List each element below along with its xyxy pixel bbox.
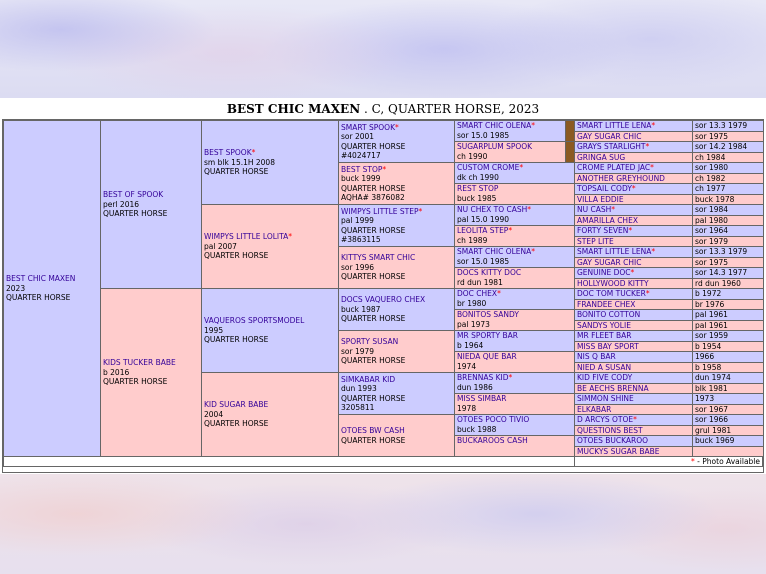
gen5-line1: buck 1985	[457, 194, 497, 203]
gen5-name-text[interactable]: BUCKAROOS CASH	[457, 436, 528, 445]
gen3-line1: pal 2007	[204, 241, 237, 251]
gen6-name[interactable]	[577, 216, 638, 225]
gen6-name-text[interactable]: TOPSAIL CODY	[577, 184, 632, 193]
gen5-name-text[interactable]: SMART CHIC OLENA	[457, 121, 532, 130]
gen4-line2: QUARTER HORSE	[341, 272, 406, 282]
photo-available-star: *	[382, 164, 387, 174]
gen2-line1: perl 2016	[103, 199, 140, 209]
gen6-info: sor 1984	[695, 205, 729, 214]
gen4-line3: AQHA# 3876082	[341, 193, 405, 202]
gen4-line2: QUARTER HORSE	[341, 225, 406, 235]
gen4-name-text[interactable]: KITTYS SMART CHIC	[341, 253, 416, 263]
gen2-name[interactable]	[103, 190, 199, 200]
photo-available-star: *	[519, 163, 524, 172]
background-bottom	[0, 474, 766, 574]
gen5-name[interactable]	[457, 247, 572, 257]
gen4-line1: pal 1999	[341, 216, 374, 225]
gen5-name[interactable]	[457, 142, 572, 152]
gen4-cell	[338, 414, 455, 457]
gen6-name[interactable]	[577, 247, 655, 256]
gen6-name-text[interactable]: GRINGA SUG	[577, 152, 626, 162]
gen6-info: dun 1974	[695, 373, 731, 382]
gen5-name-text[interactable]: LEOLITA STEP	[457, 226, 509, 235]
gen3-line2: QUARTER HORSE	[204, 419, 269, 429]
gen5-line1: sor 15.0 1985	[457, 257, 510, 266]
gen5-name-text[interactable]: BONITOS SANDY	[457, 310, 519, 319]
gen6-info: grul 1981	[695, 425, 732, 435]
title-details: . C, QUARTER HORSE, 2023	[360, 102, 540, 116]
gen6-name-text[interactable]: ELKABAR	[577, 404, 612, 414]
gen6-name-text[interactable]: MUCKYS SUGAR BABE	[577, 446, 660, 456]
gen4-line1: sor 2001	[341, 132, 375, 141]
gen6-info: buck 1969	[695, 436, 735, 445]
gen6-name-text[interactable]: BE AECHS BRENNA	[577, 383, 649, 393]
gen6-name-text[interactable]: D ARCYS OTOE	[577, 415, 634, 424]
gen5-name[interactable]	[457, 352, 572, 362]
gen6-name-text[interactable]: SANDYS YOLIE	[577, 320, 631, 330]
gen5-name[interactable]	[457, 184, 572, 194]
gen5-name-text[interactable]: OTOES POCO TIVIO	[457, 415, 530, 424]
photo-available-star: *	[611, 205, 616, 214]
gen4-name[interactable]	[341, 337, 452, 347]
gen4-name[interactable]	[341, 295, 452, 305]
gen6-name[interactable]	[577, 447, 660, 456]
gen6-name[interactable]	[577, 184, 636, 193]
gen2-name[interactable]	[103, 358, 199, 368]
legend-text: - Photo Available	[694, 457, 760, 466]
photo-available-star: *	[395, 122, 399, 132]
gen4-line1: dun 1993	[341, 384, 377, 393]
photo-legend	[574, 456, 763, 467]
pedigree-table	[2, 119, 764, 473]
gen6-name[interactable]	[577, 258, 641, 267]
gen3-name-text[interactable]: KID SUGAR BABE	[204, 400, 269, 410]
gen5-name[interactable]	[457, 268, 572, 278]
gen5-name-text[interactable]: SUGARPLUM SPOOK	[457, 142, 533, 151]
gen6-name[interactable]	[577, 405, 611, 414]
gen6-info: sor 1959	[695, 331, 729, 340]
gen6-info: 1966	[695, 352, 715, 361]
gen3-name-text[interactable]: WIMPYS LITTLE LOLITA	[204, 232, 289, 242]
gen6-name[interactable]	[577, 279, 649, 288]
gen6-name[interactable]	[577, 195, 624, 204]
photo-available-star: *	[651, 247, 656, 256]
gen5-cell	[454, 435, 575, 457]
gen5-cell	[454, 393, 575, 415]
gen5-cell	[454, 225, 575, 247]
gen6-info: sor 13.3 1979	[695, 247, 748, 256]
gen3-name[interactable]	[204, 316, 336, 326]
gen5-line1: rd dun 1981	[457, 278, 503, 287]
gen6-info: ch 1977	[695, 184, 726, 193]
gen1-line1: 2023	[6, 283, 26, 293]
gen3-line2: QUARTER HORSE	[204, 335, 269, 345]
gen6-name[interactable]	[577, 226, 632, 235]
gen6-name-text[interactable]: GENUINE DOC	[577, 268, 631, 277]
gen3-line1: 1995	[204, 325, 224, 335]
gen6-name-text[interactable]: DOC TOM TUCKER	[577, 289, 646, 298]
gen6-name[interactable]	[577, 373, 632, 382]
title-horse-name: BEST CHIC MAXEN	[226, 102, 361, 116]
gen6-name[interactable]	[577, 384, 649, 393]
gen4-cell	[338, 330, 455, 373]
gen4-name-text[interactable]: BEST STOP	[341, 164, 383, 174]
gen4-name[interactable]	[341, 123, 452, 133]
photo-available-star: *	[531, 247, 536, 256]
gen2-line2: QUARTER HORSE	[103, 209, 168, 219]
page-title	[0, 102, 766, 116]
gen5-line1: ch 1989	[457, 236, 488, 245]
gen5-name[interactable]	[457, 373, 572, 383]
gen6-info: ch 1984	[695, 152, 726, 162]
gen5-line1: pal 15.0 1990	[457, 215, 509, 224]
gen6-info: sor 1966	[695, 415, 729, 424]
gen4-name-text[interactable]: SMART SPOOK	[341, 122, 396, 132]
gen2-cell	[100, 288, 202, 457]
gen6-name[interactable]	[577, 352, 616, 361]
gen6-name[interactable]	[577, 436, 648, 445]
gen6-name-text[interactable]: BONITO COTTON	[577, 310, 641, 319]
gen4-line2: QUARTER HORSE	[341, 356, 406, 366]
gen6-name[interactable]	[577, 174, 665, 183]
gen5-name[interactable]	[457, 289, 572, 299]
gen6-info: buck 1978	[695, 194, 735, 204]
gen6-info: sor 14.3 1977	[695, 268, 748, 277]
gen6-name-text[interactable]: FORTY SEVEN	[577, 226, 629, 235]
gen5-line1: pal 1973	[457, 320, 490, 329]
gen2-line1: b 2016	[103, 367, 130, 377]
gen5-cell	[454, 267, 575, 289]
gen4-line2: QUARTER HORSE	[341, 141, 406, 151]
gen4-line2: QUARTER HORSE	[341, 393, 406, 403]
gen6-name-text[interactable]: SIMMON SHINE	[577, 394, 634, 403]
gen4-name[interactable]	[341, 165, 452, 175]
gen6-name-text[interactable]: FRANDEE CHEX	[577, 299, 636, 309]
gen6-name-text[interactable]: KID FIVE CODY	[577, 373, 633, 382]
gen4-name[interactable]	[341, 253, 452, 263]
gen5-name-text[interactable]: CUSTOM CROME	[457, 163, 520, 172]
photo-available-star: *	[628, 226, 633, 235]
gen1-cell	[3, 120, 101, 457]
photo-available-star: *	[631, 184, 636, 193]
gen6-name-text[interactable]: NU CASH	[577, 205, 612, 214]
gen3-line2: QUARTER HORSE	[204, 251, 269, 261]
gen4-line3: #4024717	[341, 151, 381, 160]
gen4-name-text[interactable]: SIMKABAR KID	[341, 374, 396, 384]
gen4-cell	[338, 120, 455, 163]
gen6-info: b 1954	[695, 341, 722, 351]
gen4-cell	[338, 246, 455, 289]
gen4-line1: sor 1996	[341, 262, 375, 272]
gen4-line1: buck 1987	[341, 304, 381, 314]
gen5-name[interactable]	[457, 415, 572, 425]
gen3-name-text[interactable]: VAQUEROS SPORTSMODEL	[204, 316, 305, 326]
photo-available-star: *	[651, 121, 656, 130]
gen6-name[interactable]	[577, 289, 650, 298]
gen6-name-text[interactable]: VILLA EDDIE	[577, 194, 624, 204]
gen6-info: pal 1961	[695, 320, 728, 330]
gen4-cell	[338, 162, 455, 205]
gen6-info: b 1972	[695, 289, 722, 298]
gen5-name[interactable]	[457, 226, 572, 236]
gen6-name-text[interactable]: OTOES BUCKAROO	[577, 436, 649, 445]
gen6-info: sor 13.3 1979	[695, 121, 748, 130]
photo-available-star: *	[630, 268, 635, 277]
photo-available-star: *	[508, 226, 513, 235]
gen6-name[interactable]	[577, 321, 631, 330]
gen5-name[interactable]	[457, 310, 572, 320]
gen4-cell	[338, 288, 455, 331]
gen3-cell	[201, 288, 339, 373]
gen5-line1: dk ch 1990	[457, 173, 499, 182]
gen6-name-text[interactable]: NIS Q BAR	[577, 352, 616, 361]
gen3-cell	[201, 204, 339, 289]
gen6-name-text[interactable]: CROME PLATED JAC	[577, 163, 651, 172]
gen6-info: sor 1967	[695, 404, 729, 414]
gen6-info: sor 14.2 1984	[695, 142, 748, 151]
gen6-info: sor 1964	[695, 226, 729, 235]
gen4-line2: QUARTER HORSE	[341, 314, 406, 324]
gen4-cell	[338, 204, 455, 247]
gen5-cell	[454, 288, 575, 310]
gen5-line1: 1974	[457, 362, 477, 371]
photo-available-star: *	[633, 415, 637, 424]
gen5-cell	[454, 246, 575, 268]
photo-available-star: *	[288, 232, 292, 242]
gen5-name-text[interactable]: DOCS KITTY DOC	[457, 268, 522, 277]
gen5-name[interactable]	[457, 163, 572, 173]
photo-available-star: *	[531, 121, 536, 130]
gen2-line2: QUARTER HORSE	[103, 377, 168, 387]
gen6-name[interactable]	[577, 163, 654, 172]
photo-available-star: *	[497, 289, 501, 298]
gen4-name[interactable]	[341, 207, 452, 217]
legend-star: *	[691, 457, 695, 466]
gen6-info: blk 1981	[695, 383, 728, 393]
gen6-name-text[interactable]: AMARILLA CHEX	[577, 215, 638, 225]
gen6-name[interactable]	[577, 237, 614, 246]
gen5-name[interactable]	[457, 331, 572, 341]
gen5-name-text[interactable]: MR SPORTY BAR	[457, 331, 518, 340]
gen6-info: 1973	[695, 394, 715, 403]
gen6-info: sor 1979	[695, 236, 729, 246]
gen6-name[interactable]	[577, 121, 655, 130]
gen5-line1: buck 1988	[457, 425, 497, 434]
gen6-name[interactable]	[577, 142, 649, 151]
gen5-cell	[454, 330, 575, 352]
gen6-name[interactable]	[577, 415, 637, 424]
gen6-name-text[interactable]: STEP LITE	[577, 236, 614, 246]
photo-available-star: *	[650, 163, 654, 172]
gen5-name[interactable]	[457, 205, 572, 215]
gen5-cell	[454, 351, 575, 373]
gen3-line1: sm blk 15.1H 2008	[204, 157, 275, 167]
gen5-cell	[454, 141, 575, 163]
gen4-name[interactable]	[341, 375, 452, 385]
gen6-name-text[interactable]: SMART LITTLE LENA	[577, 121, 652, 130]
gen3-cell	[201, 120, 339, 205]
gen3-line2: QUARTER HORSE	[204, 167, 269, 177]
gen5-cell	[454, 162, 575, 184]
gen6-name-text[interactable]: GRAYS STARLIGHT	[577, 142, 646, 151]
gen5-line1: dun 1986	[457, 383, 493, 392]
gen6-info: br 1976	[695, 299, 725, 309]
gen4-line3: 3205811	[341, 403, 375, 412]
gen3-name[interactable]	[204, 232, 336, 242]
gen5-cell	[454, 372, 575, 394]
gen6-name-text[interactable]: ANOTHER GREYHOUND	[577, 173, 665, 183]
photo-available-star: *	[508, 373, 513, 382]
gen5-line1: ch 1990	[457, 152, 488, 161]
gen6-name-text[interactable]: SMART LITTLE LENA	[577, 247, 652, 256]
gen6-info: pal 1961	[695, 310, 728, 319]
gen5-cell	[454, 183, 575, 205]
gen6-name[interactable]	[577, 205, 615, 214]
gen3-cell	[201, 372, 339, 457]
photo-available-star: *	[527, 205, 532, 214]
gen2-name-text[interactable]: BEST OF SPOOK	[103, 190, 164, 200]
gen3-line1: 2004	[204, 409, 224, 419]
gen5-name-text[interactable]: SMART CHIC OLENA	[457, 247, 532, 256]
gen5-name[interactable]	[457, 394, 572, 404]
gen6-name[interactable]	[577, 268, 634, 277]
gen5-name-text[interactable]: NIEDA QUE BAR	[457, 352, 517, 361]
gen5-name-text[interactable]: NU CHEX TO CASH	[457, 205, 528, 214]
gen5-cell	[454, 309, 575, 331]
gen5-name-text[interactable]: REST STOP	[457, 184, 499, 193]
gen5-name-text[interactable]: MISS SIMBAR	[457, 394, 507, 403]
photo-available-star: *	[418, 206, 423, 216]
gen4-cell	[338, 372, 455, 415]
gen6-info: sor 1975	[695, 257, 729, 267]
gen4-line1: sor 1979	[341, 346, 375, 356]
gen5-name[interactable]	[457, 121, 572, 131]
gen4-line1: buck 1999	[341, 174, 381, 183]
gen5-cell	[454, 204, 575, 226]
gen6-name-text[interactable]: GAY SUGAR CHIC	[577, 131, 642, 141]
gen4-line3: #3863115	[341, 235, 381, 244]
gen4-name-text[interactable]: SPORTY SUSAN	[341, 337, 399, 347]
gen6-name[interactable]	[577, 331, 632, 340]
gen6-name-text[interactable]: GAY SUGAR CHIC	[577, 257, 642, 267]
gen1-line2: QUARTER HORSE	[6, 293, 71, 303]
gen4-line2: QUARTER HORSE	[341, 183, 406, 193]
gen4-name-text[interactable]: DOCS VAQUERO CHEX	[341, 295, 426, 305]
gen4-name-text[interactable]: OTOES BW CASH	[341, 426, 405, 435]
gen5-line1: 1978	[457, 404, 477, 413]
gen5-name-text[interactable]: DOC CHEX	[457, 289, 498, 298]
gen6-info: sor 1980	[695, 163, 729, 172]
background-top	[0, 0, 766, 98]
gen6-name[interactable]	[577, 342, 639, 351]
gen6-name[interactable]	[577, 153, 625, 162]
gen3-name-text[interactable]: BEST SPOOK	[204, 148, 252, 158]
photo-available-star: *	[645, 289, 650, 298]
photo-available-star: *	[645, 142, 650, 151]
gen6-name-text[interactable]: MISS BAY SPORT	[577, 341, 639, 351]
gen3-name[interactable]	[204, 148, 336, 158]
gen6-name[interactable]	[577, 310, 640, 319]
gen6-info: rd dun 1960	[695, 278, 741, 288]
gen5-cell	[454, 414, 575, 436]
gen2-cell	[100, 120, 202, 289]
gen6-name-text[interactable]: HOLLYWOOD KITTY	[577, 278, 649, 288]
gen6-info: b 1958	[695, 362, 722, 372]
gen6-info: ch 1982	[695, 173, 726, 183]
gen1-name[interactable]: BEST CHIC MAXEN	[6, 274, 76, 284]
gen5-name-text[interactable]: BRENNAS KID	[457, 373, 509, 382]
gen3-name[interactable]	[204, 400, 336, 410]
gen5-line1: b 1964	[457, 341, 484, 350]
gen4-name-text[interactable]: WIMPYS LITTLE STEP	[341, 206, 419, 216]
gen6-name[interactable]	[577, 426, 643, 435]
gen6-name-text[interactable]: NIED A SUSAN	[577, 362, 632, 372]
gen6-name[interactable]	[577, 363, 631, 372]
photo-available-star: *	[251, 148, 256, 158]
gen6-info: sor 1975	[695, 131, 729, 141]
gen2-name-text[interactable]: KIDS TUCKER BABE	[103, 358, 176, 368]
gen4-name[interactable]	[341, 426, 452, 436]
gen6-name-text[interactable]: MR FLEET BAR	[577, 331, 632, 340]
gen5-name[interactable]	[457, 436, 572, 446]
gen6-name[interactable]	[577, 132, 641, 141]
gen5-line1: sor 15.0 1985	[457, 131, 510, 140]
gen6-info: pal 1980	[695, 215, 728, 225]
gen6-name[interactable]	[577, 300, 635, 309]
gen5-cell	[454, 120, 575, 142]
gen6-name[interactable]	[577, 394, 634, 403]
gen6-name-text[interactable]: QUESTIONS BEST	[577, 425, 643, 435]
footer-blank-cell	[3, 456, 575, 467]
gen4-line2: QUARTER HORSE	[341, 435, 406, 445]
gen5-line1: br 1980	[457, 299, 487, 308]
